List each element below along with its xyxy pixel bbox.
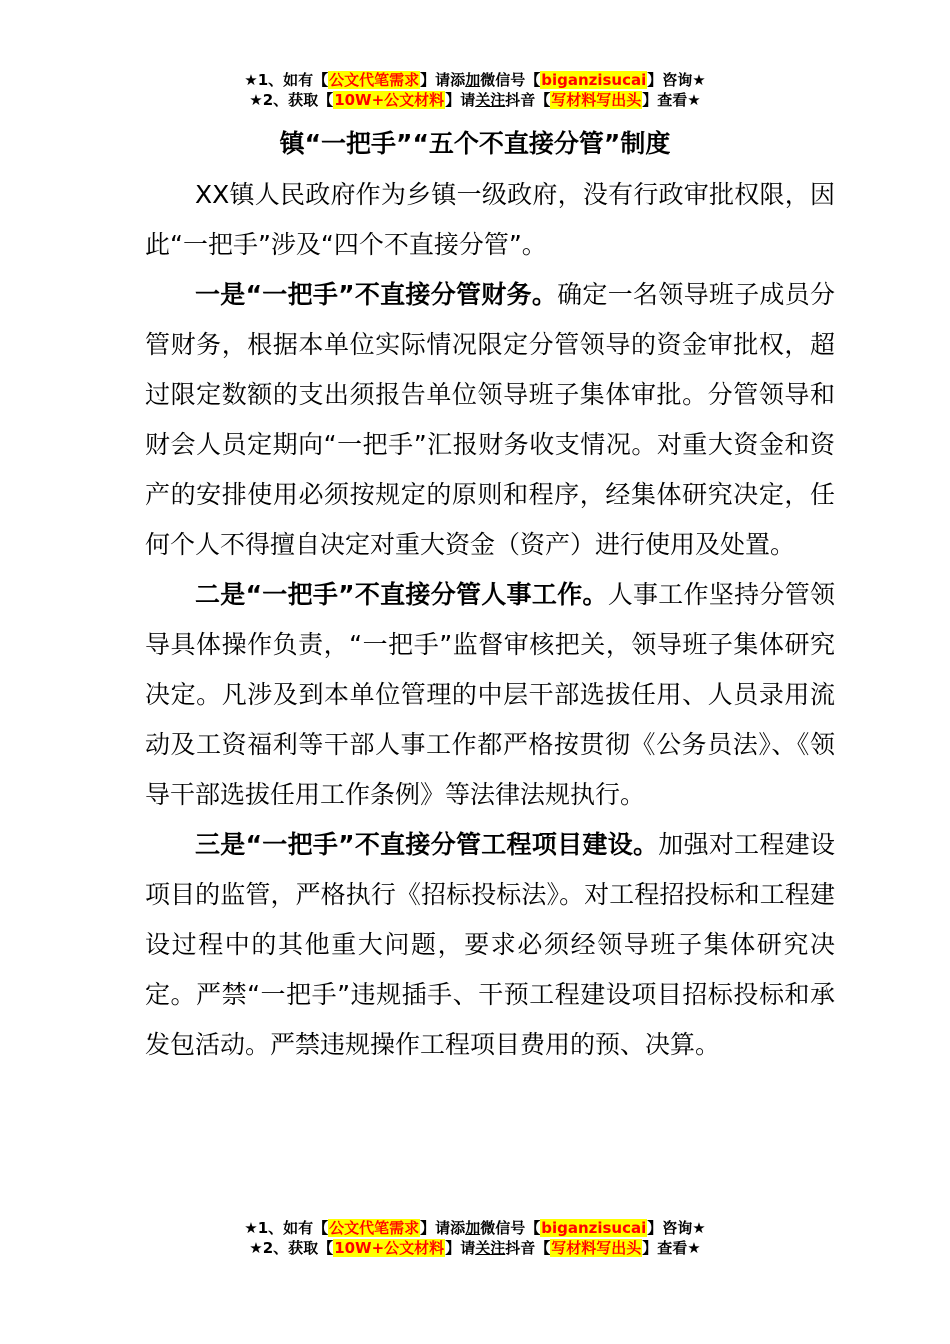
paragraph-text: 确定一名领导班子成员分管财务，根据本单位实际情况限定分管领导的资金审批权，超过限定数额的支出须报告单位领导班子集体审批。分管领导和财会人员定期向“一把手”汇报财务收支情况。对重大资金和资产的安排使用必须按规定的原则和程序，经集体研究决定，任何个人不得擅自决定对重大资金（资产）进行使用及处置。 (145, 280, 835, 559)
promo-text: ★1、如有【 (244, 1219, 329, 1237)
promo-text: 】请 (445, 1239, 476, 1257)
promo-underlined-text: 加 (465, 1219, 481, 1237)
promo-underlined-text: 关注 (475, 1239, 506, 1257)
promo-text: ★2、获取【 (249, 91, 334, 109)
promo-line-2 (0, 1238, 950, 1258)
promo-underlined-text: 加 (465, 71, 481, 89)
promo-text: ★1、如有【 (244, 71, 329, 89)
document-title: 镇“一把手”“五个不直接分管”制度 (279, 129, 671, 158)
paragraph-finance (145, 270, 835, 570)
paragraph-text: 加强对工程建设项目的监管，严格执行《招标投标法》。对工程招投标和工程建设过程中的其他重大问题，要求必须经领导班子集体研究决定。严禁“一把手”违规插手、干预工程建设项目招标投标和承发包活动。严禁违规操作工程项目费用的预、决算。 (145, 830, 835, 1059)
promo-text: 】请 (445, 91, 476, 109)
promo-highlight: biganzisucai (541, 1219, 647, 1237)
paragraph-text: XX镇人民政府作为乡镇一级政府，没有行政审批权限，因此“一把手”涉及“四个不直接分管”。 (145, 180, 835, 259)
promo-highlight: 10W+公文材料 (334, 1239, 445, 1257)
promo-highlight: 写材料写出头 (551, 1239, 642, 1257)
promo-banner-top (0, 70, 950, 110)
promo-line-1 (0, 70, 950, 90)
promo-highlight: 公文代笔需求 (329, 1219, 420, 1237)
promo-text: 】查看★ (642, 1239, 701, 1257)
promo-text: ★2、获取【 (249, 1239, 334, 1257)
promo-line-1 (0, 1218, 950, 1238)
promo-text: 】咨询★ (647, 1219, 706, 1237)
promo-banner-bottom (0, 1218, 950, 1258)
paragraph-lead: 一是“一把手”不直接分管财务。 (195, 280, 558, 309)
promo-line-2 (0, 90, 950, 110)
promo-text: 抖音【 (505, 91, 551, 109)
promo-highlight: biganzisucai (541, 71, 647, 89)
document-body (145, 170, 835, 1070)
promo-highlight: 写材料写出头 (551, 91, 642, 109)
promo-text: 】咨询★ (647, 71, 706, 89)
paragraph-lead: 三是“一把手”不直接分管工程项目建设。 (195, 830, 659, 859)
paragraph-lead: 二是“一把手”不直接分管人事工作。 (195, 580, 608, 609)
promo-text: 】请添 (420, 1219, 466, 1237)
paragraph-text: 人事工作坚持分管领导具体操作负责，“一把手”监督审核把关，领导班子集体研究决定。凡涉及到本单位管理的中层干部选拔任用、人员录用流动及工资福利等干部人事工作都严格按贯彻《公务员法》、《领导干部选拔任用工作条例》等法律法规执行。 (145, 580, 835, 809)
promo-text: 微信号【 (480, 1219, 541, 1237)
paragraph-intro (145, 170, 835, 270)
promo-text: 】查看★ (642, 91, 701, 109)
promo-highlight: 10W+公文材料 (334, 91, 445, 109)
paragraph-personnel (145, 570, 835, 820)
promo-underlined-text: 关注 (475, 91, 506, 109)
paragraph-engineering (145, 820, 835, 1070)
promo-text: 】请添 (420, 71, 466, 89)
promo-text: 微信号【 (480, 71, 541, 89)
promo-highlight: 公文代笔需求 (329, 71, 420, 89)
promo-text: 抖音【 (505, 1239, 551, 1257)
